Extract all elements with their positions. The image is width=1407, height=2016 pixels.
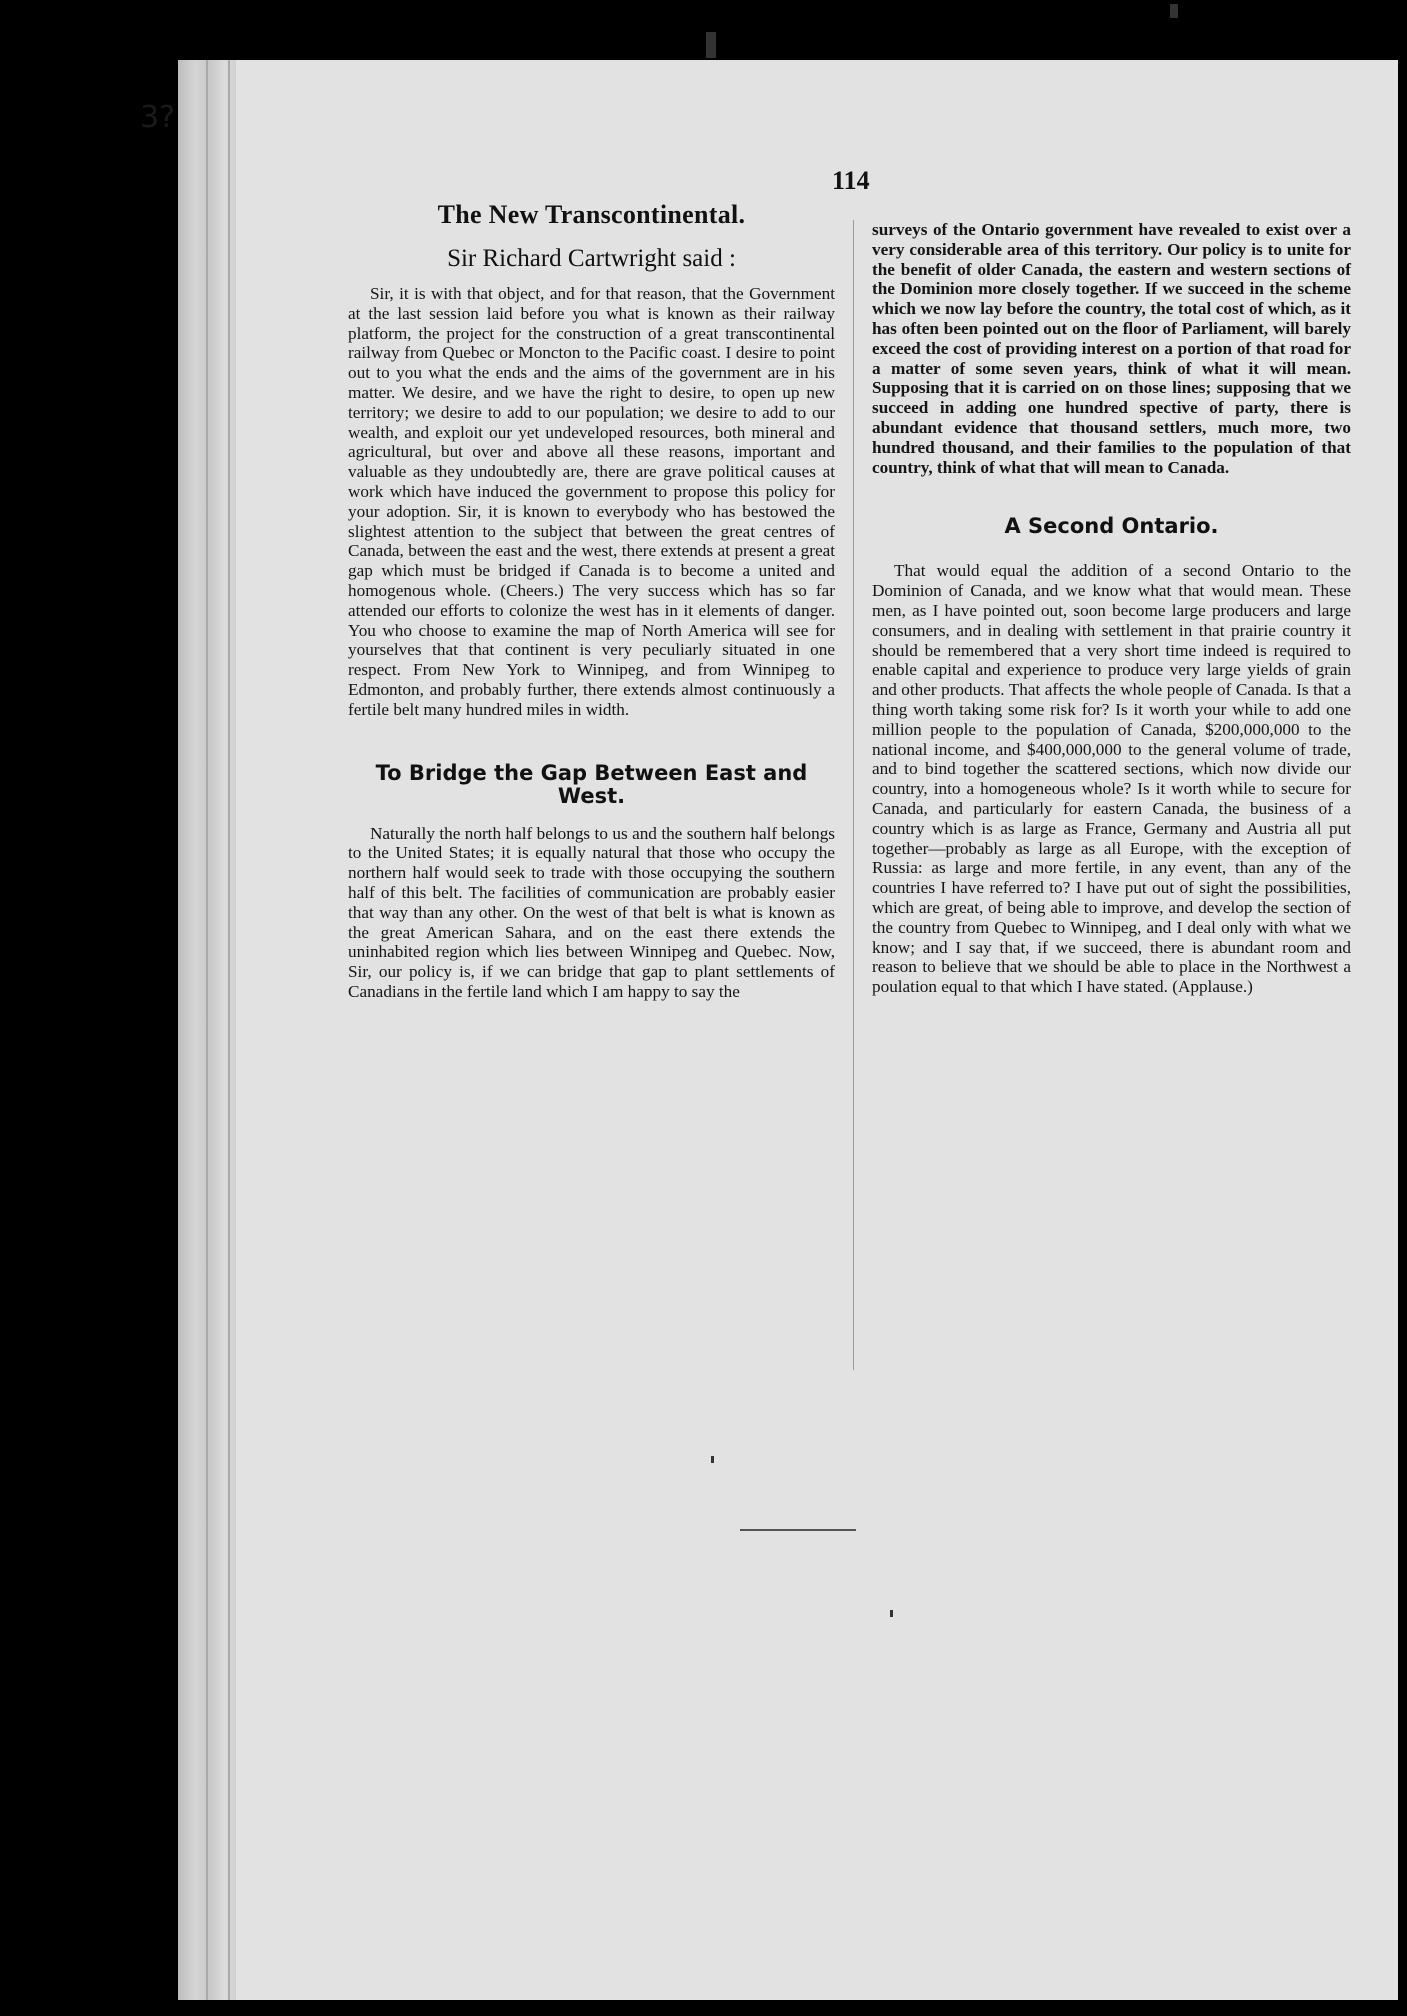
- binding-crease: [228, 60, 230, 2000]
- end-rule: [740, 1529, 856, 1531]
- right-column: [872, 220, 1351, 997]
- body-paragraph: Naturally the north half belongs to us and the southern half belongs to the United States; it is equally natural that those who occupy the northern half would seek to trade with those occupying the southern half of this belt. The facilities of communication are probably easier that way than any other. On the west of that belt is what is known as the great American Sahara, and on the east there extends the uninhabited region which lies between Winnipeg and Quebec. Now, Sir, our policy is, if we can bridge that gap to plant settlements of Canadians in the fertile land which I am happy to say the: [348, 823, 835, 1001]
- scan-artifact: [1170, 4, 1178, 18]
- body-paragraph: surveys of the Ontario government have revealed to exist over a very considerable area of this territory. Our policy is to unite for the benefit of older Canada, the eastern and western sections of the Dominion more closely together. If we succeed in the scheme which we now lay before the country, the total cost of which, as it has often been pointed out on the floor of Parliament, will barely exceed the cost of providing interest on a portion of that road for a matter of some seven years, think of what it will mean. Supposing that it is carried on on those lines; supposing that we succeed in adding one hundred spective of party, there is abundant evidence that thousand settlers, much more, two hundred thousand, and their families to the population of that country, think of what that will mean to Canada.: [872, 220, 1351, 477]
- body-paragraph: Sir, it is with that object, and for that reason, that the Government at the last session laid before you what is known as their railway platform, the project for the construction of a great transcontinental railway from Quebec or Moncton to the Pacific coast. I desire to point out to you what the ends and the aims of the government are in his matter. We desire, and we have the right to desire, to open up new territory; we desire to add to our population; we desire to add to our wealth, and exploit our yet undeveloped resources, both mineral and agricultural, but over and above all these reasons, important and valuable as they undoubtedly are, there are grave political causes at work which have induced the government to propose this policy for your adoption. Sir, it is known to everybody who has bestowed the slightest attention to the subject that between the great centres of Canada, between the east and the west, there extends at present a great gap which must be bridged if Canada is to become a united and homogenous whole. (Cheers.) The very success which has so far attended our efforts to colonize the west has in it elements of danger. You who choose to examine the map of North America will see for yourselves that that continent is very peculiarly situated in one respect. From New York to Winnipeg, and from Winnipeg to Edmonton, and probably further, there extends almost continuously a fertile belt many hundred miles in width.: [348, 284, 835, 719]
- scan-artifact: [706, 32, 716, 58]
- article-title: The New Transcontinental.: [437, 200, 746, 229]
- scan-speck: [711, 1456, 714, 1463]
- scan-speck: [890, 1610, 893, 1617]
- section-heading: A Second Ontario.: [1004, 514, 1219, 539]
- body-paragraph: That would equal the addition of a second Ontario to the Dominion of Canada, and we know what that would mean. These men, as I have pointed out, soon become large producers and large consumers, and in dealing with settlement in that prairie country it should be remembered that a very short time indeed is required to enable capital and experience to produce very large yields of grain and other products. That affects the whole people of Canada. Is that a thing worth taking some risk for? Is it worth your while to add one million people to the population of Canada, $200,000,000 to the national income, and $400,000,000 to the general volume of trade, and to bind together the scattered sections, which now divide our country, into a homogeneous whole? Is it worth while to secure for Canada, and particularly for eastern Canada, the business of a country which is as large as France, Germany and Austria all put together—probably as large as all Europe, with the exception of Russia: as large and more fertile, in any event, than any of the countries I have referred to? I have put out of sight the possibilities, which are great, of being able to improve, and develop the section of the country from Quebec to Winnipeg, and I deal only with what we know; and I say that, if we succeed, there is abundant room and reason to believe that we should be able to place in the Northwest a poulation equal to that which I have stated. (Applause.): [872, 561, 1351, 997]
- margin-handwriting: 3?: [140, 100, 176, 135]
- section-heading: To Bridge the Gap Between East and West.: [375, 760, 808, 808]
- left-column: [348, 200, 835, 1002]
- page-number: 114: [832, 166, 870, 195]
- column-divider: [853, 220, 854, 1370]
- binding-crease: [206, 60, 208, 2000]
- speaker-line: Sir Richard Cartwright said :: [447, 245, 736, 272]
